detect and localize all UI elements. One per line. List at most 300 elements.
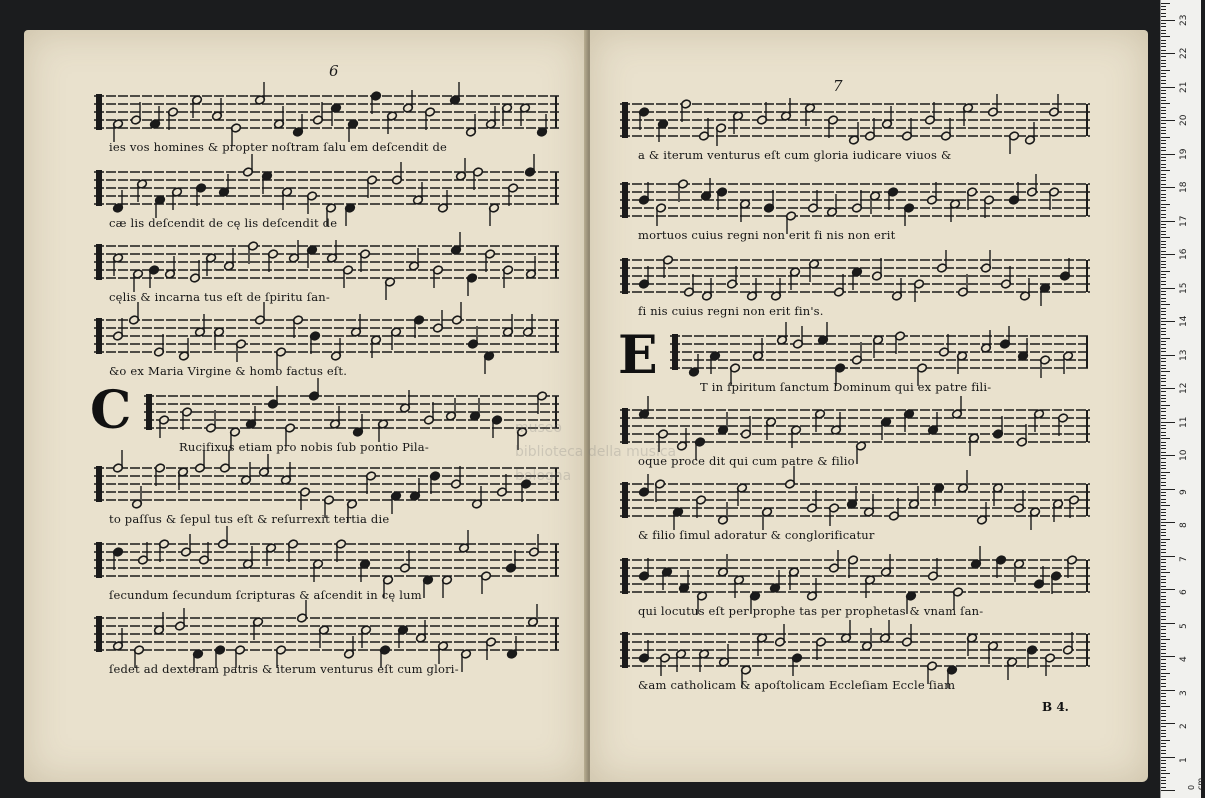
ruler-tick	[1161, 478, 1166, 479]
ruler-tick	[1161, 716, 1166, 717]
ruler-tick	[1161, 425, 1166, 426]
ruler-number: 6	[1179, 589, 1189, 595]
ruler-tick	[1161, 663, 1166, 664]
ruler-tick	[1161, 311, 1166, 312]
ruler-tick	[1161, 100, 1166, 101]
ruler-tick	[1161, 143, 1166, 144]
ruler-tick	[1161, 271, 1170, 272]
ruler-tick	[1161, 365, 1166, 366]
ruler-number: 3	[1179, 689, 1189, 696]
ruler-number: 8	[1179, 522, 1189, 528]
ruler-tick	[1161, 579, 1166, 580]
ruler-tick	[1161, 130, 1166, 131]
ruler-tick	[1161, 190, 1166, 191]
lyric-line: &am catholicam & apoſtolicam Eccleſiam Eccle ſiam	[638, 678, 956, 692]
ruler-tick	[1161, 746, 1166, 747]
ruler-tick	[1161, 281, 1166, 282]
ruler-number: 21	[1179, 81, 1189, 93]
ruler-tick	[1161, 46, 1166, 47]
music-staff	[94, 314, 559, 360]
ruler-tick	[1161, 274, 1166, 275]
ruler-tick	[1161, 50, 1166, 51]
lyric-line: ſedet ad dexteram patris & iterum venturus eſt cum glori-	[109, 662, 459, 676]
ruler-tick	[1161, 385, 1166, 386]
ruler-tick	[1161, 180, 1166, 181]
ruler-tick	[1161, 204, 1170, 205]
ruler-tick	[1161, 97, 1166, 98]
printer-signature-mark: B 4.	[1042, 700, 1069, 714]
ruler-tick	[1161, 760, 1166, 761]
ruler-tick	[1161, 586, 1166, 587]
ruler-tick	[1161, 177, 1166, 178]
ruler-number: 7	[1179, 555, 1189, 562]
ruler-tick	[1161, 432, 1166, 433]
ruler-tick	[1161, 378, 1166, 379]
ruler-tick	[1161, 649, 1166, 650]
ruler-tick	[1161, 495, 1166, 496]
ruler-tick	[1161, 576, 1166, 577]
ruler-tick	[1161, 261, 1166, 262]
ruler-tick	[1161, 535, 1166, 536]
ruler-tick	[1161, 277, 1166, 278]
ruler-tick	[1161, 391, 1166, 392]
ruler-tick	[1161, 783, 1166, 784]
ruler-tick	[1161, 676, 1166, 677]
ruler-tick	[1161, 428, 1166, 429]
ruler-unit-label: 0 cm	[1187, 777, 1205, 790]
ruler-tick	[1161, 43, 1166, 44]
ruler-number: 12	[1179, 382, 1189, 394]
ruler-tick	[1161, 267, 1166, 268]
ruler-tick	[1161, 150, 1166, 151]
ruler-tick	[1161, 596, 1166, 597]
ruler-tick	[1161, 117, 1166, 118]
ruler-tick	[1161, 455, 1175, 456]
ruler-number: 14	[1179, 315, 1189, 327]
ruler-tick	[1161, 127, 1166, 128]
ruler-tick	[1161, 726, 1166, 727]
ruler-tick	[1161, 422, 1175, 423]
ruler-tick	[1161, 87, 1175, 88]
ruler-tick	[1161, 53, 1175, 54]
ruler-tick	[1161, 170, 1170, 171]
ruler-tick	[1161, 221, 1175, 222]
ruler-tick	[1161, 294, 1166, 295]
ruler-tick	[1161, 197, 1166, 198]
ruler-tick	[1161, 777, 1166, 778]
ruler-number: 17	[1179, 215, 1189, 227]
ruler-tick	[1161, 418, 1166, 419]
ruler-tick	[1161, 361, 1166, 362]
ruler-tick	[1161, 623, 1175, 624]
ruler-tick	[1161, 298, 1166, 299]
watermark-line-1: museo	[515, 420, 562, 436]
ruler-tick	[1161, 519, 1166, 520]
ruler-tick	[1161, 368, 1166, 369]
ruler-tick	[1161, 408, 1166, 409]
ruler-tick	[1161, 66, 1166, 67]
music-staff	[620, 628, 1090, 674]
ruler-tick	[1161, 659, 1166, 660]
watermark-line-3: bologna	[515, 468, 572, 484]
ruler-tick	[1161, 314, 1166, 315]
music-staff	[620, 554, 1090, 600]
ruler-tick	[1161, 545, 1166, 546]
ruler-tick	[1161, 167, 1166, 168]
lyric-line: Rucifixus etiam pro nobis ſub pontio Pila-	[179, 440, 429, 454]
music-staff	[94, 166, 559, 212]
ruler-tick	[1161, 780, 1166, 781]
ruler-tick	[1161, 606, 1170, 607]
ruler-tick	[1161, 442, 1166, 443]
ruler-tick	[1161, 609, 1166, 610]
ruler-tick	[1161, 435, 1166, 436]
ruler-number: 16	[1179, 248, 1189, 260]
ruler-tick	[1161, 790, 1175, 791]
ruler-tick	[1161, 388, 1175, 389]
lyric-line: cęlis & incarna tus eſt de ſpiritu ſan-	[109, 290, 330, 304]
ruler-tick	[1161, 646, 1166, 647]
ruler-tick	[1161, 40, 1166, 41]
ruler-tick	[1161, 686, 1166, 687]
ruler-tick	[1161, 612, 1166, 613]
ruler-tick	[1161, 26, 1166, 27]
lyric-line: cæ lis deſcendit de cę lis deſcendit de	[109, 216, 338, 230]
ruler-tick	[1161, 123, 1166, 124]
drop-cap-initial-c: C	[90, 380, 132, 441]
ruler-tick	[1161, 736, 1166, 737]
ruler-number: 20	[1179, 114, 1189, 126]
ruler-tick	[1161, 566, 1166, 567]
ruler-tick	[1161, 559, 1166, 560]
left-page	[24, 30, 584, 782]
ruler-tick	[1161, 133, 1166, 134]
ruler-tick	[1161, 706, 1170, 707]
ruler-tick	[1161, 341, 1166, 342]
ruler-tick	[1161, 465, 1166, 466]
music-staff	[620, 254, 1090, 300]
ruler-number: 10	[1179, 449, 1189, 461]
ruler-tick	[1161, 113, 1166, 114]
ruler-tick	[1161, 629, 1166, 630]
ruler-number: 11	[1179, 416, 1189, 428]
ruler-tick	[1161, 76, 1166, 77]
ruler-tick	[1161, 512, 1166, 513]
ruler-tick	[1161, 750, 1166, 751]
music-staff	[670, 330, 1090, 376]
ruler-tick	[1161, 639, 1170, 640]
ruler-tick	[1161, 525, 1166, 526]
ruler-tick	[1161, 405, 1170, 406]
ruler-tick	[1161, 348, 1166, 349]
ruler-tick	[1161, 438, 1170, 439]
ruler-tick	[1161, 224, 1166, 225]
ruler-tick	[1161, 787, 1166, 788]
ruler-tick	[1161, 472, 1170, 473]
ruler-tick	[1161, 83, 1166, 84]
ruler-tick	[1161, 90, 1166, 91]
ruler-tick	[1161, 669, 1166, 670]
ruler-tick	[1161, 499, 1166, 500]
ruler-tick	[1161, 592, 1166, 593]
ruler-tick	[1161, 291, 1166, 292]
ruler-tick	[1161, 522, 1175, 523]
ruler-tick	[1161, 482, 1166, 483]
ruler-tick	[1161, 157, 1166, 158]
ruler-tick	[1161, 619, 1166, 620]
music-staff	[94, 240, 559, 286]
ruler-tick	[1161, 331, 1166, 332]
ruler-tick	[1161, 103, 1170, 104]
lyric-line: ies vos homines & propter noſtram ſalu em deſcendit de	[109, 140, 448, 154]
ruler-tick	[1161, 703, 1166, 704]
measurement-ruler	[1160, 0, 1205, 798]
lyric-line: oque proce dit qui cum patre & filio	[638, 454, 855, 468]
ruler-tick	[1161, 231, 1166, 232]
ruler-tick	[1161, 284, 1166, 285]
ruler-tick	[1161, 656, 1175, 657]
ruler-number: 19	[1179, 148, 1189, 160]
ruler-number: 22	[1179, 47, 1189, 59]
ruler-tick	[1161, 351, 1166, 352]
drop-cap-initial-e: E	[618, 325, 658, 386]
ruler-tick	[1161, 308, 1166, 309]
ruler-tick	[1161, 20, 1175, 21]
ruler-tick	[1161, 492, 1166, 493]
ruler-tick	[1161, 720, 1166, 721]
ruler-tick	[1161, 509, 1166, 510]
ruler-tick	[1161, 773, 1170, 774]
ruler-tick	[1161, 740, 1170, 741]
ruler-tick	[1161, 184, 1166, 185]
ruler-number: 13	[1179, 349, 1189, 361]
ruler-tick	[1161, 73, 1166, 74]
ruler-tick	[1161, 301, 1166, 302]
ruler-tick	[1161, 217, 1166, 218]
ruler-tick	[1161, 318, 1166, 319]
ruler-tick	[1161, 767, 1166, 768]
ruler-tick	[1161, 344, 1166, 345]
lyric-line: mortuos cuius regni non erit fi nis non erit	[638, 228, 896, 242]
ruler-tick	[1161, 505, 1170, 506]
ruler-tick	[1161, 713, 1166, 714]
ruler-tick	[1161, 23, 1166, 24]
ruler-tick	[1161, 401, 1166, 402]
page-number-right: 7	[833, 77, 843, 95]
ruler-tick	[1161, 36, 1170, 37]
lyric-line: & filio ſimul adoratur & conglorificatur	[638, 528, 875, 542]
ruler-tick	[1161, 187, 1175, 188]
ruler-tick	[1161, 207, 1166, 208]
ruler-tick	[1161, 154, 1175, 155]
music-staff	[94, 612, 559, 658]
music-staff	[144, 390, 559, 436]
ruler-tick	[1161, 679, 1166, 680]
ruler-number: 1	[1179, 756, 1189, 763]
ruler-tick	[1161, 241, 1166, 242]
ruler-tick	[1161, 93, 1166, 94]
ruler-tick	[1161, 666, 1166, 667]
ruler-tick	[1161, 616, 1166, 617]
ruler-tick	[1161, 763, 1166, 764]
ruler-number: 18	[1179, 181, 1189, 193]
ruler-tick	[1161, 30, 1166, 31]
page-number-left: 6	[329, 62, 339, 80]
ruler-tick	[1161, 257, 1166, 258]
music-staff	[94, 90, 559, 136]
ruler-tick	[1161, 542, 1166, 543]
music-staff	[620, 478, 1090, 524]
ruler-tick	[1161, 415, 1166, 416]
ruler-tick	[1161, 700, 1166, 701]
ruler-tick	[1161, 13, 1166, 14]
ruler-tick	[1161, 251, 1166, 252]
ruler-tick	[1161, 757, 1175, 758]
ruler-tick	[1161, 328, 1166, 329]
ruler-tick	[1161, 529, 1166, 530]
ruler-tick	[1161, 264, 1166, 265]
music-staff	[620, 404, 1090, 450]
music-staff	[94, 462, 559, 508]
lyric-line: T in ſpiritum ſanctum Dominum qui ex patre fili-	[700, 380, 992, 394]
ruler-tick	[1161, 16, 1166, 17]
ruler-tick	[1161, 60, 1166, 61]
ruler-tick	[1161, 589, 1175, 590]
ruler-tick	[1161, 753, 1166, 754]
ruler-tick	[1161, 743, 1166, 744]
ruler-tick	[1161, 556, 1175, 557]
ruler-number: 15	[1179, 282, 1189, 294]
lyric-line: a & iterum venturus eſt cum gloria iudicare viuos &	[638, 148, 952, 162]
ruler-tick	[1161, 458, 1166, 459]
ruler-tick	[1161, 358, 1166, 359]
ruler-tick	[1161, 120, 1175, 121]
ruler-tick	[1161, 63, 1166, 64]
ruler-tick	[1161, 398, 1166, 399]
ruler-tick	[1161, 9, 1166, 10]
right-page	[590, 30, 1148, 782]
ruler-tick	[1161, 164, 1166, 165]
ruler-tick	[1161, 468, 1166, 469]
ruler-tick	[1161, 3, 1170, 4]
ruler-tick	[1161, 445, 1166, 446]
ruler-tick	[1161, 599, 1166, 600]
ruler-tick	[1161, 448, 1166, 449]
ruler-tick	[1161, 324, 1166, 325]
ruler-tick	[1161, 334, 1166, 335]
ruler-tick	[1161, 247, 1166, 248]
ruler-tick	[1161, 636, 1166, 637]
ruler-number: 4	[1179, 656, 1189, 662]
ruler-tick	[1161, 244, 1166, 245]
ruler-tick	[1161, 110, 1166, 111]
ruler-tick	[1161, 56, 1166, 57]
ruler-tick	[1161, 227, 1166, 228]
ruler-tick	[1161, 673, 1170, 674]
ruler-tick	[1161, 254, 1175, 255]
watermark-line-2: biblioteca della musica	[515, 444, 677, 460]
ruler-tick	[1161, 515, 1166, 516]
ruler-tick	[1161, 371, 1170, 372]
ruler-tick	[1161, 475, 1166, 476]
ruler-tick	[1161, 33, 1166, 34]
lyric-line: &o ex Maria Virgine & homo factus eſt.	[109, 364, 348, 378]
ruler-tick	[1161, 234, 1166, 235]
ruler-tick	[1161, 381, 1166, 382]
ruler-tick	[1161, 539, 1170, 540]
lyric-line: fi nis cuius regni non erit fin's.	[638, 304, 824, 318]
lyric-line: to paſſus & ſepul tus eſt & reſurrexit tertia die	[109, 512, 390, 526]
ruler-tick	[1161, 200, 1166, 201]
ruler-tick	[1161, 633, 1166, 634]
ruler-tick	[1161, 562, 1166, 563]
ruler-tick	[1161, 532, 1166, 533]
ruler-tick	[1161, 462, 1166, 463]
lyric-line: ſecundum ſecundum ſcripturas & aſcendit in cę lum	[109, 588, 422, 602]
ruler-number: 9	[1179, 488, 1189, 495]
ruler-tick	[1161, 395, 1166, 396]
ruler-tick	[1161, 733, 1166, 734]
ruler-tick	[1161, 602, 1166, 603]
music-staff	[94, 538, 559, 584]
ruler-tick	[1161, 770, 1166, 771]
ruler-tick	[1161, 653, 1166, 654]
ruler-tick	[1161, 237, 1170, 238]
ruler-tick	[1161, 375, 1166, 376]
music-staff	[620, 98, 1090, 144]
ruler-tick	[1161, 552, 1166, 553]
ruler-tick	[1161, 710, 1166, 711]
ruler-tick	[1161, 6, 1166, 7]
ruler-tick	[1161, 696, 1166, 697]
ruler-tick	[1161, 643, 1166, 644]
lyric-line: qui locutus eſt per prophe tas per prophetas & vnam ſan-	[638, 604, 984, 618]
ruler-tick	[1161, 160, 1166, 161]
ruler-tick	[1161, 107, 1166, 108]
ruler-tick	[1161, 452, 1166, 453]
ruler-tick	[1161, 174, 1166, 175]
ruler-tick	[1161, 304, 1170, 305]
ruler-tick	[1161, 70, 1170, 71]
ruler-tick	[1161, 411, 1166, 412]
ruler-tick	[1161, 338, 1170, 339]
music-staff	[620, 178, 1090, 224]
ruler-tick	[1161, 80, 1166, 81]
ruler-tick	[1161, 321, 1175, 322]
ruler-tick	[1161, 693, 1166, 694]
ruler-tick	[1161, 626, 1166, 627]
ruler-tick	[1161, 140, 1166, 141]
ruler-tick	[1161, 485, 1166, 486]
ruler-number: 2	[1179, 723, 1189, 729]
ruler-number: 5	[1179, 622, 1189, 629]
ruler-tick	[1161, 572, 1170, 573]
ruler-tick	[1161, 489, 1175, 490]
ruler-tick	[1161, 582, 1166, 583]
ruler-tick	[1161, 194, 1166, 195]
ruler-tick	[1161, 288, 1175, 289]
ruler-tick	[1161, 355, 1175, 356]
ruler-number: 23	[1179, 14, 1189, 26]
ruler-tick	[1161, 549, 1166, 550]
ruler-tick	[1161, 569, 1166, 570]
ruler-tick	[1161, 502, 1166, 503]
ruler-tick	[1161, 210, 1166, 211]
ruler-tick	[1161, 683, 1166, 684]
book-spread	[20, 30, 1160, 782]
ruler-tick	[1161, 690, 1175, 691]
ruler-tick	[1161, 723, 1175, 724]
